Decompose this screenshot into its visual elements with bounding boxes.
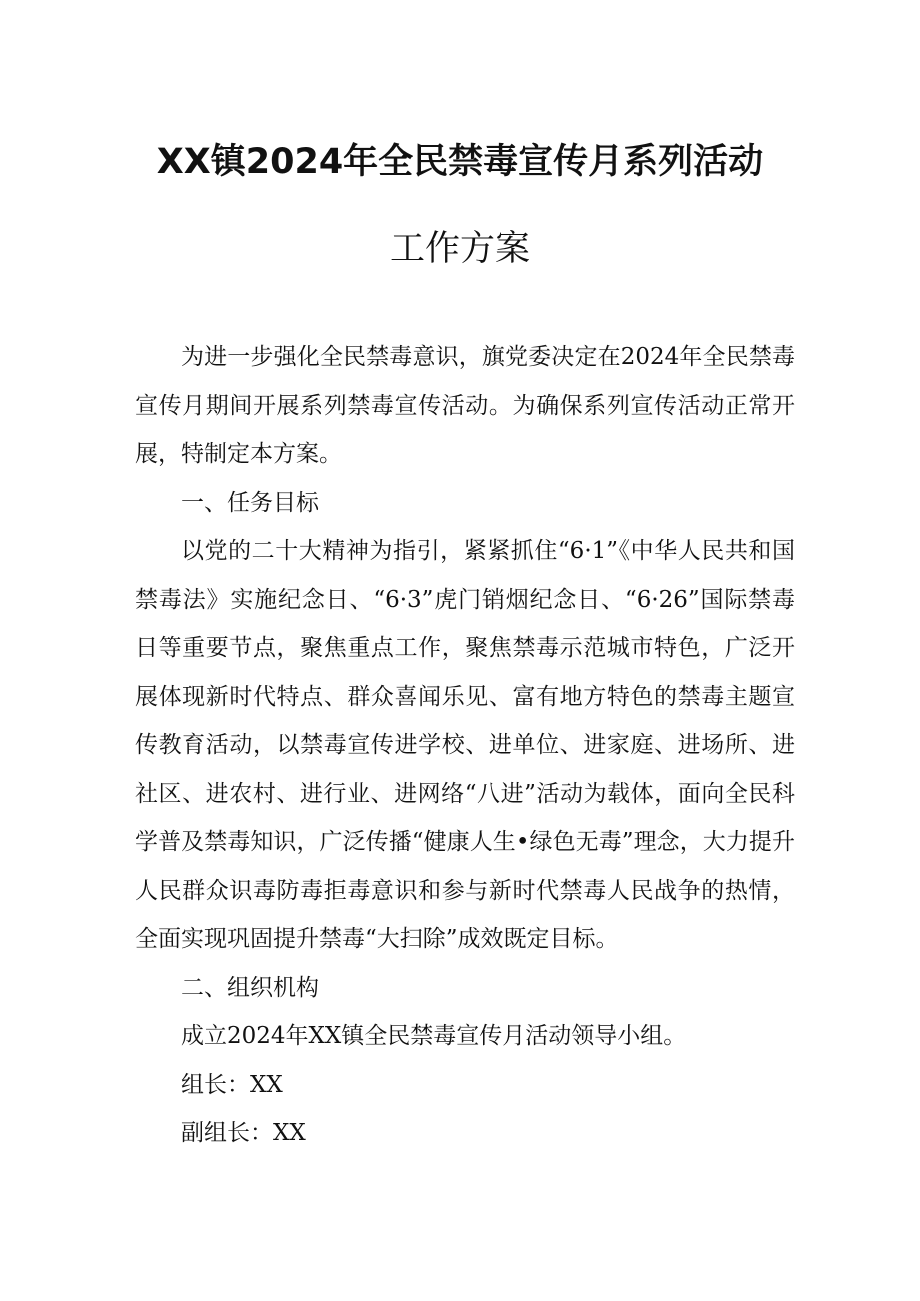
document-title-line1: XX镇2024年全民禁毒宣传月系列活动: [156, 142, 764, 182]
document-title-line2: 工作方案: [389, 229, 530, 269]
document-body: [135, 333, 795, 1158]
section-heading-organization: 二、组织机构: [181, 974, 319, 1001]
section-heading-task-goals: 一、任务目标: [181, 489, 319, 516]
intro-paragraph: 为进一步强化全民禁毒意识，旗党委决定在2024年全民禁毒宣传月期间开展系列禁毒宣传活动。为确保系列宣传活动正常开展，特制定本方案。: [135, 344, 795, 467]
leader-line: 组长：XX: [181, 1071, 283, 1098]
task-goals-paragraph: 以党的二十大精神为指引，紧紧抓住“6·1”《中华人民共和国禁毒法》实施纪念日、“6·3”虎门销烟纪念日、“6·26”国际禁毒日等重要节点，聚焦重点工作，聚焦禁毒示范城市特色，广泛开展体现新时代特点、群众喜闻乐见、富有地方特色的禁毒主题宣传教育活动，以禁毒宣传进学校、进单位、进家庭、进场所、进社区、进农村、进行业、进网络“八进”活动为载体，面向全民科学普及禁毒知识，广泛传播“健康人生•绿色无毒”理念，大力提升人民群众识毒防毒拒毒意识和参与新时代禁毒人民战争的热情，全面实现巩固提升禁毒“大扫除”成效既定目标。: [135, 538, 795, 952]
organization-paragraph: 成立2024年XX镇全民禁毒宣传月活动领导小组。: [181, 1023, 687, 1049]
deputy-leader-line: 副组长：XX: [181, 1120, 306, 1146]
